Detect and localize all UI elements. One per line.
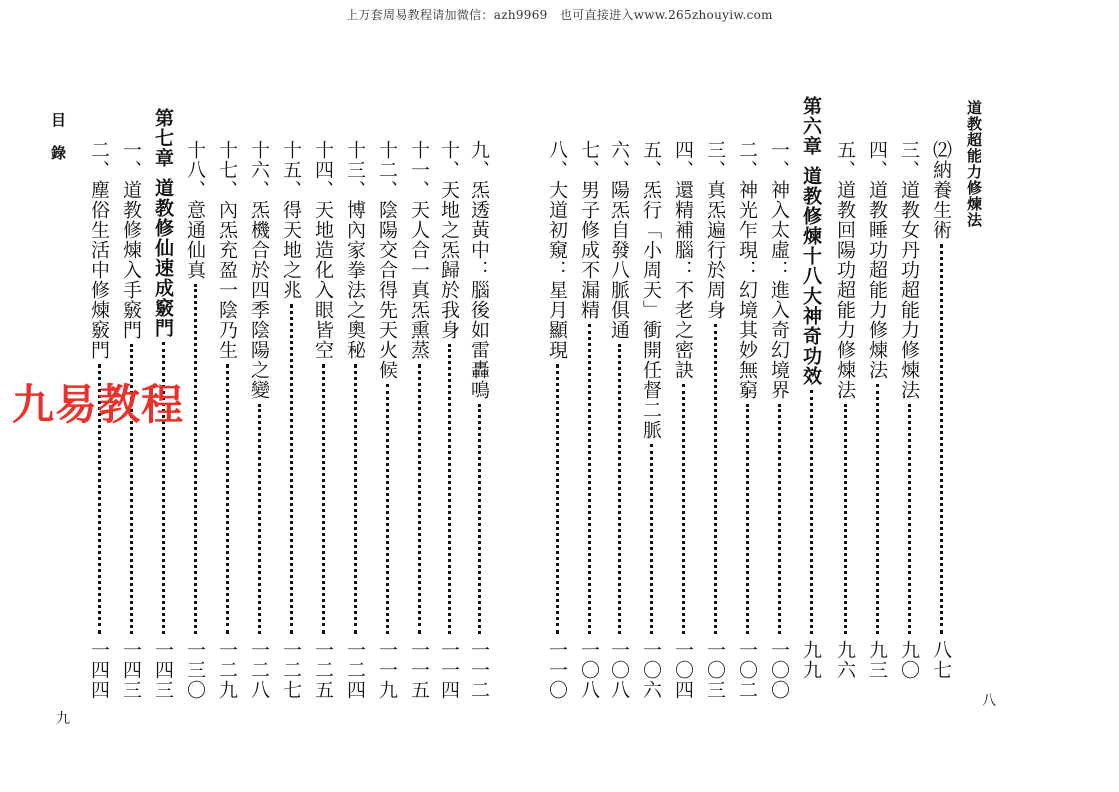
toc-entry-title: 二、塵俗生活中修煉竅門 <box>88 140 110 360</box>
toc-entry-title: 十七、內炁充盈一陰乃生 <box>216 140 238 360</box>
toc-entry-title: 三、真炁遍行於周身 <box>704 140 726 320</box>
left-page-number: 九 <box>56 711 70 727</box>
dot-leader <box>746 404 749 634</box>
dot-leader <box>778 404 781 634</box>
toc-entry-title: 十一、天人合一真炁熏蒸 <box>408 140 430 360</box>
toc-entry[interactable] <box>832 140 858 720</box>
toc-entry-title: 十四、天地造化入眼皆空 <box>312 140 334 360</box>
toc-entry-page: 一一〇 <box>546 640 568 700</box>
dot-leader <box>810 390 813 634</box>
toc-entry-title: 十五、得天地之兆 <box>280 140 302 300</box>
dot-leader <box>940 244 943 634</box>
watermark-banner: 上万套周易教程请加微信：azh9969 也可直接进入www.265zhouyiw.com <box>346 8 773 22</box>
dot-leader <box>448 344 451 634</box>
chapter-label: 第七章 <box>152 108 174 168</box>
toc-entry-page: 一二八 <box>248 640 270 700</box>
dot-leader <box>258 404 261 634</box>
toc-entry-page: 一二七 <box>280 640 302 700</box>
toc-entry[interactable] <box>182 140 208 720</box>
dot-leader <box>354 364 357 634</box>
dot-leader <box>588 324 591 634</box>
toc-entry-title: 十、天地之炁歸於我身 <box>438 140 460 340</box>
dot-leader <box>478 404 481 634</box>
toc-entry-title: 三、道教女丹功超能力修煉法 <box>898 140 920 400</box>
toc-entry-page: 一四三 <box>152 640 174 700</box>
toc-entry-page: 一四三 <box>120 640 142 700</box>
toc-entry-title: 九、炁透黃中：腦後如雷轟鳴 <box>468 140 490 400</box>
toc-entry-page: 八七 <box>930 640 952 680</box>
toc-entry[interactable] <box>606 140 632 720</box>
dot-leader <box>194 284 197 634</box>
toc-entry[interactable] <box>864 140 890 720</box>
toc-entry[interactable] <box>466 140 492 720</box>
toc-entry-page: 一〇二 <box>736 640 758 700</box>
toc-entry-title: 五、炁行「小周天」衝開任督二脈 <box>640 140 662 440</box>
toc-entry-page: 一一二 <box>468 640 490 700</box>
toc-entry-title: 八、大道初窺：星月顯現 <box>546 140 568 360</box>
dot-leader <box>290 304 293 634</box>
toc-entry-page: 一〇八 <box>608 640 630 700</box>
toc-entry-page: 一〇〇 <box>768 640 790 700</box>
toc-entry-title: 十三、博內家拳法之奧秘 <box>344 140 366 360</box>
toc-entry-page: 九〇 <box>898 640 920 680</box>
toc-entry[interactable] <box>214 140 240 720</box>
dot-leader <box>226 364 229 634</box>
toc-entry-page: 一二四 <box>344 640 366 700</box>
toc-entry[interactable] <box>278 140 304 720</box>
toc-entry[interactable] <box>670 140 696 720</box>
dot-leader <box>386 384 389 634</box>
toc-entry[interactable] <box>928 140 954 720</box>
toc-entry[interactable] <box>246 140 272 720</box>
toc-entry-page: 一〇三 <box>704 640 726 700</box>
toc-entry-title: 十二、陰陽交合得先天火候 <box>376 140 398 380</box>
toc-entry-title: 四、道教睡功超能力修煉法 <box>866 140 888 380</box>
toc-entry-page: 一二九 <box>216 640 238 700</box>
toc-entry[interactable] <box>310 140 336 720</box>
toc-entry[interactable] <box>406 140 432 720</box>
toc-entry[interactable] <box>734 140 760 720</box>
dot-leader <box>876 384 879 634</box>
toc-entry-title: ⑵納養生術 <box>930 140 952 240</box>
brand-logo-watermark: 九易教程 <box>12 380 185 429</box>
dot-leader <box>322 364 325 634</box>
toc-entry-title: 十八、意通仙真 <box>184 140 206 280</box>
toc-entry-page: 一一九 <box>376 640 398 700</box>
toc-entry-title: 六、陽炁自發八脈俱通 <box>608 140 630 340</box>
toc-entry[interactable] <box>544 140 570 720</box>
dot-leader <box>682 384 685 634</box>
toc-entry-page: 九六 <box>834 640 856 680</box>
toc-entry-title: 一、神入太虛：進入奇幻境界 <box>768 140 790 400</box>
toc-entry-page: 一〇四 <box>672 640 694 700</box>
toc-entry-page: 一〇六 <box>640 640 662 700</box>
right-page-number: 八 <box>982 693 996 709</box>
toc-chapter-entry[interactable] <box>798 96 824 720</box>
toc-entry[interactable] <box>896 140 922 720</box>
toc-entry[interactable] <box>374 140 400 720</box>
toc-entry-title: 七、男子修成不漏精 <box>578 140 600 320</box>
dot-leader <box>650 444 653 634</box>
toc-entry-page: 一一四 <box>438 640 460 700</box>
book-title: 道教超能力修煉法 <box>965 100 983 228</box>
toc-entry-title: 四、還精補腦：不老之密訣 <box>672 140 694 380</box>
toc-entry-page: 一四四 <box>88 640 110 700</box>
toc-entry-title: 二、神光乍現：幻境其妙無窮 <box>736 140 758 400</box>
toc-entry[interactable] <box>436 140 462 720</box>
chapter-label: 第六章 <box>800 96 822 156</box>
toc-entry[interactable] <box>342 140 368 720</box>
chapter-title: 道教修煉十八大神奇功效 <box>800 166 822 386</box>
toc-entry-page: 九九 <box>800 640 822 680</box>
toc-entry-title: 十六、炁機合於四季陰陽之變 <box>248 140 270 400</box>
toc-entry-page: 一一五 <box>408 640 430 700</box>
toc-entry-title: 一、道教修煉入手竅門 <box>120 140 142 340</box>
toc-entry[interactable] <box>702 140 728 720</box>
dot-leader <box>908 404 911 634</box>
chapter-title: 道教修仙速成竅門 <box>152 178 174 338</box>
toc-entry-title: 五、道教回陽功超能力修煉法 <box>834 140 856 400</box>
dot-leader <box>418 364 421 634</box>
dot-leader <box>556 364 559 634</box>
toc-entry-page: 一三〇 <box>184 640 206 700</box>
toc-entry-page: 九三 <box>866 640 888 680</box>
dot-leader <box>714 324 717 634</box>
dot-leader <box>844 404 847 634</box>
dot-leader <box>618 344 621 634</box>
toc-entry-page: 一二五 <box>312 640 334 700</box>
toc-heading: 目錄 <box>49 112 67 178</box>
toc-entry[interactable] <box>638 140 664 720</box>
toc-entry-page: 一〇八 <box>578 640 600 700</box>
toc-entry[interactable] <box>576 140 602 720</box>
toc-entry[interactable] <box>766 140 792 720</box>
